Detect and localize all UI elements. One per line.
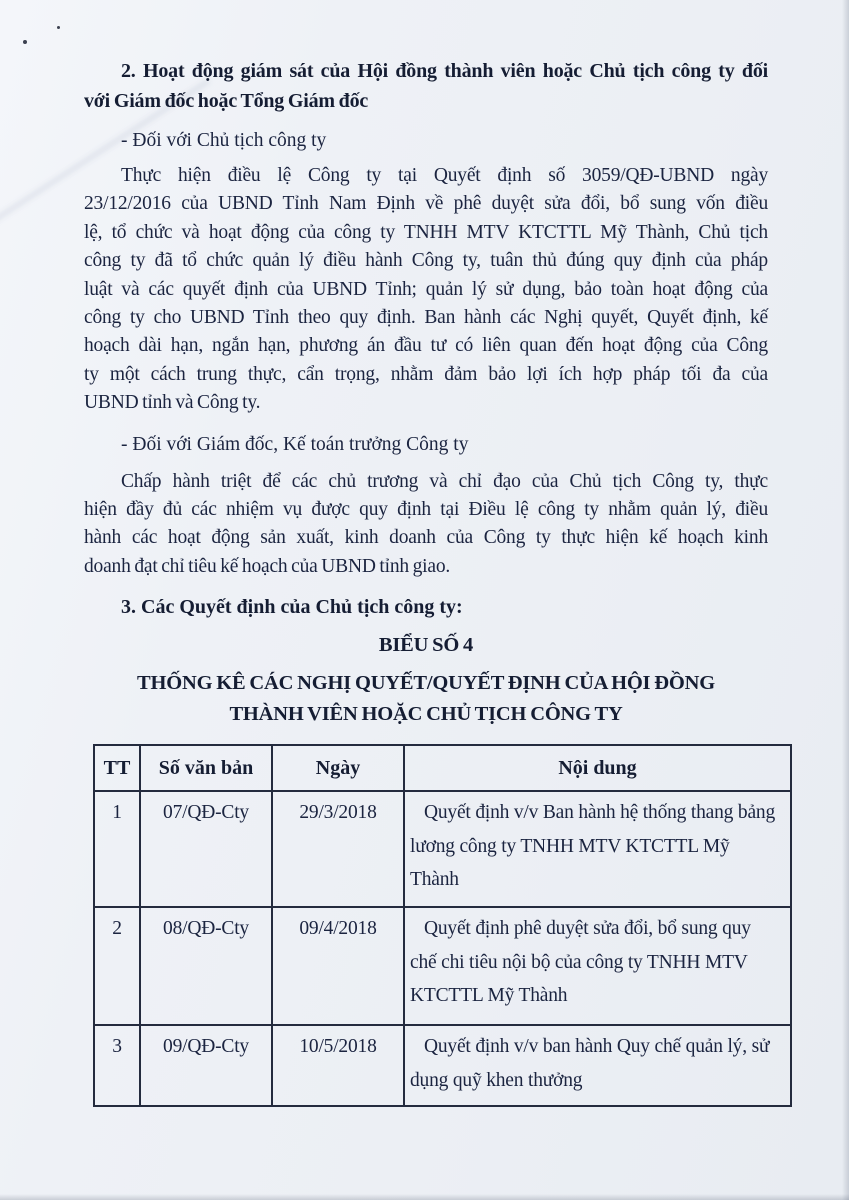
text-line: Chấp hành triệt để các chủ trương và chỉ đạo của Chủ tịch Công ty, thực [121,470,768,492]
header-so-van-ban: Số văn bản [140,745,272,791]
text-line: lệ, tổ chức và hoạt động của công ty TNHH MTV KTCTTL Mỹ Thành, Chủ tịch [84,221,768,243]
table-row [94,1025,791,1106]
text-line: 2. Hoạt động giám sát của Hội đồng thành viên hoặc Chủ tịch công ty đối [121,60,768,82]
scan-edge-shadow [842,0,849,1200]
cell-noi-dung: Quyết định phê duyệt sửa đổi, bổ sung quy chế chi tiêu nội bộ của công ty TNHH MTV KTCTTL Mỹ Thành [404,907,791,1025]
text-line: với Giám đốc hoặc Tổng Giám đốc [84,90,369,112]
table-header-row [94,745,791,791]
text-line: hành các hoạt động sản xuất, kinh doanh của Công ty thực hiện kế hoạch kinh [84,527,768,549]
text-line: hiện đầy đủ các nhiệm vụ được quy định tại Điều lệ công ty nhằm quản lý, điều [84,499,768,521]
cell-so-van-ban: 07/QĐ-Cty [140,791,272,907]
cell-tt: 1 [94,791,140,907]
scan-speck [57,26,60,29]
text-line: THỐNG KÊ CÁC NGHỊ QUYẾT/QUYẾT ĐỊNH CỦA HỘI ĐỒNG [137,672,715,695]
bullet-director: - Đối với Giám đốc, Kế toán trưởng Công ty [121,433,469,455]
schedule-number-label [84,630,768,660]
text-line: Thực hiện điều lệ Công ty tại Quyết định số 3059/QĐ-UBND ngày [121,165,768,186]
scan-edge-shadow [0,1194,849,1200]
cell-noi-dung: Quyết định v/v ban hành Quy chế quản lý, sử dụng quỹ khen thưởng [404,1025,791,1106]
text-line: 23/12/2016 của UBND Tỉnh Nam Định về phê duyệt sửa đổi, bổ sung vốn điều [84,193,768,215]
section-3-heading: 3. Các Quyết định của Chủ tịch công ty: [121,596,463,619]
bullet-chairman: - Đối với Chủ tịch công ty [121,130,327,151]
cell-so-van-ban: 09/QĐ-Cty [140,1025,272,1106]
table-row [94,791,791,907]
header-noi-dung: Nội dung [404,745,791,791]
cell-noi-dung: Quyết định v/v Ban hành hệ thống thang bảng lương công ty TNHH MTV KTCTTL Mỹ Thành [404,791,791,907]
text-line: công ty đã tổ chức quản lý điều hành Công ty, tuân thủ đúng quy định của pháp [84,250,768,272]
text-line: UBND tỉnh và Công ty. [84,392,261,414]
cell-ngay: 10/5/2018 [272,1025,404,1106]
section-2-heading [84,56,768,116]
text-line: BIỂU SỐ 4 [378,634,474,657]
table-row [94,907,791,1025]
table-body [94,791,791,1106]
text-line: doanh đạt chỉ tiêu kế hoạch của UBND tỉnh giao. [84,555,451,577]
header-ngay: Ngày [272,745,404,791]
cell-ngay: 29/3/2018 [272,791,404,907]
cell-so-van-ban: 08/QĐ-Cty [140,907,272,1025]
text-line: hoạch dài hạn, ngắn hạn, phương án đầu tư có liên quan đến hoạt động của Công [84,335,768,357]
text-line: THÀNH VIÊN HOẶC CHỦ TỊCH CÔNG TY [229,703,623,726]
text-line: luật và các quyết định của UBND Tỉnh; quản lý sử dụng, bảo toàn hoạt động của [84,278,768,300]
text-line: ty một cách trung thực, cẩn trọng, nhằm đảm bảo lợi ích hợp pháp tối đa của [84,363,768,385]
table-title [84,668,768,730]
scan-speck [23,40,27,44]
text-line: công ty cho UBND Tỉnh theo quy định. Ban hành các Nghị quyết, Quyết định, kế [84,307,768,329]
paragraph-director [84,468,768,582]
cell-tt: 3 [94,1025,140,1106]
cell-ngay: 09/4/2018 [272,907,404,1025]
document-body [84,56,776,1107]
paragraph-chairman [84,162,768,418]
cell-tt: 2 [94,907,140,1025]
decisions-table [93,744,792,1107]
header-tt: TT [94,745,140,791]
